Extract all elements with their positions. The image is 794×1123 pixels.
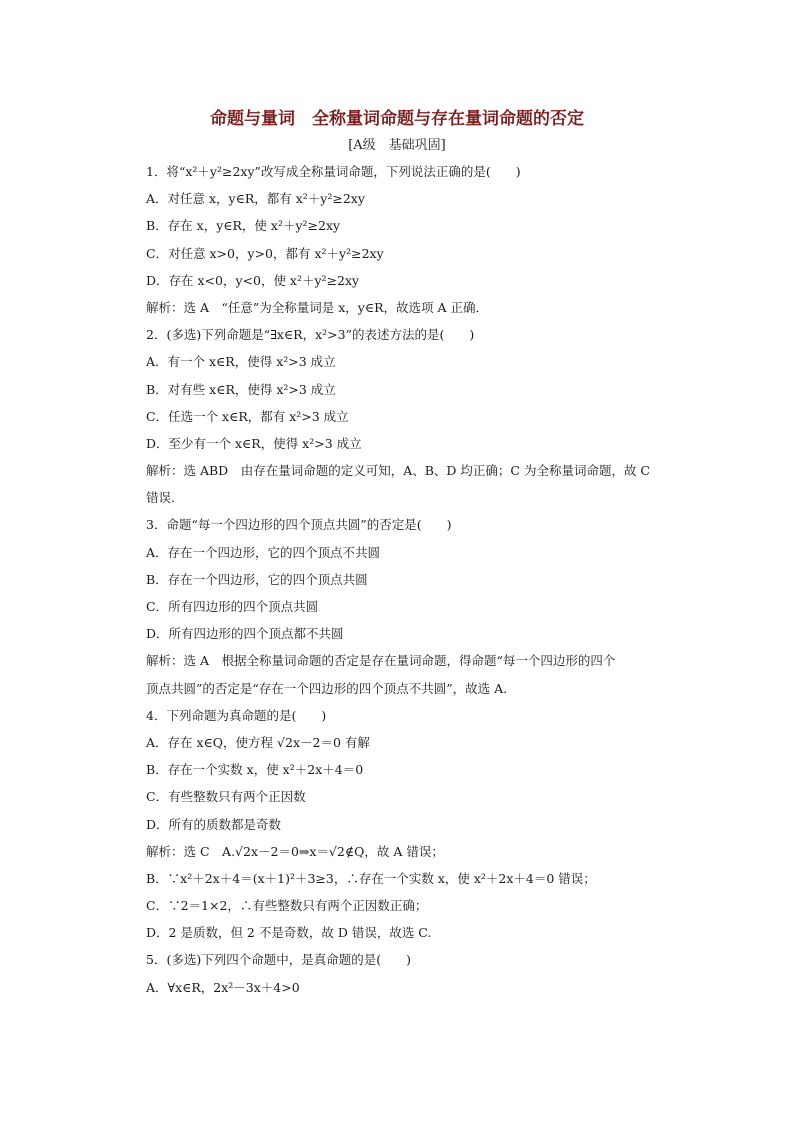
text-line: C．任选一个 x∈R，都有 x²>3 成立 xyxy=(146,408,349,424)
text-line: 5．(多选)下列四个命题中，是真命题的是( ) xyxy=(146,952,411,968)
content-body xyxy=(146,158,676,1001)
text-line: B．存在一个实数 x，使 x²＋2x＋4＝0 xyxy=(146,762,364,778)
text-line: B．存在一个四边形，它的四个顶点共圆 xyxy=(146,571,368,587)
section-heading: [A级 基础巩固] xyxy=(348,138,446,153)
text-line: C．有些整数只有两个正因数 xyxy=(146,789,306,805)
text-line: C．对任意 x>0，y>0，都有 x²＋y²≥2xy xyxy=(146,245,384,261)
text-line: 解析：选 A 根据全称量词命题的否定是存在量词命题，得命题“每一个四边形的四个 xyxy=(146,653,616,669)
text-line: D．所有四边形的四个顶点都不共圆 xyxy=(146,626,344,642)
text-line: 解析：选 ABD 由存在量词命题的定义可知，A、B、D 均正确；C 为全称量词命题，故 C xyxy=(146,463,650,479)
text-line: D．存在 x<0，y<0，使 x²＋y²≥2xy xyxy=(146,272,360,288)
document-title: 命题与量词 全称量词命题与存在量词命题的否定 xyxy=(210,109,584,129)
text-line: A．对任意 x，y∈R，都有 x²＋y²≥2xy xyxy=(146,191,365,207)
text-line: A．∀x∈R，2x²－3x＋4>0 xyxy=(146,979,300,995)
text-line: D．至少有一个 x∈R，使得 x²>3 成立 xyxy=(146,435,362,451)
text-line: D．2 是质数，但 2 不是奇数，故 D 错误，故选 C. xyxy=(146,925,432,941)
text-line: B．∵x²＋2x＋4＝(x＋1)²＋3≥3，∴存在一个实数 x，使 x²＋2x＋4＝0 错误； xyxy=(146,870,596,886)
text-line: 解析：选 C A.√2x－2＝0⇒x＝√2∉Q，故 A 错误； xyxy=(146,843,444,859)
text-line: C．∵2＝1×2，∴有些整数只有两个正因数正确； xyxy=(146,898,428,914)
text-line: A．存在 x∈Q，使方程 √2x－2＝0 有解 xyxy=(146,734,370,750)
text-line: B．对有些 x∈R，使得 x²>3 成立 xyxy=(146,381,336,397)
text-line: 解析：选 A “任意”为全称量词是 x，y∈R，故选项 A 正确． xyxy=(146,299,489,315)
text-line: B．存在 x，y∈R，使 x²＋y²≥2xy xyxy=(146,218,341,234)
text-line: 4．下列命题为真命题的是( ) xyxy=(146,707,327,723)
text-line: 1．将“x²＋y²≥2xy”改写成全称量词命题，下列说法正确的是( ) xyxy=(146,164,521,179)
text-line: A．存在一个四边形，它的四个顶点不共圆 xyxy=(146,544,381,560)
text-line: 错误． xyxy=(146,490,184,506)
text-line: D．所有的质数都是奇数 xyxy=(146,816,282,832)
text-line: 2．(多选)下列命题是“∃x∈R，x²>3”的表述方法的是( ) xyxy=(146,327,475,343)
text-line: A．有一个 x∈R，使得 x²>3 成立 xyxy=(146,354,336,370)
text-line: 顶点共圆”的否定是“存在一个四边形的四个顶点不共圆”，故选 A. xyxy=(146,680,508,696)
text-line: 3．命题“每一个四边形的四个顶点共圆”的否定是( ) xyxy=(146,517,452,533)
text-line: C．所有四边形的四个顶点共圆 xyxy=(146,599,319,614)
